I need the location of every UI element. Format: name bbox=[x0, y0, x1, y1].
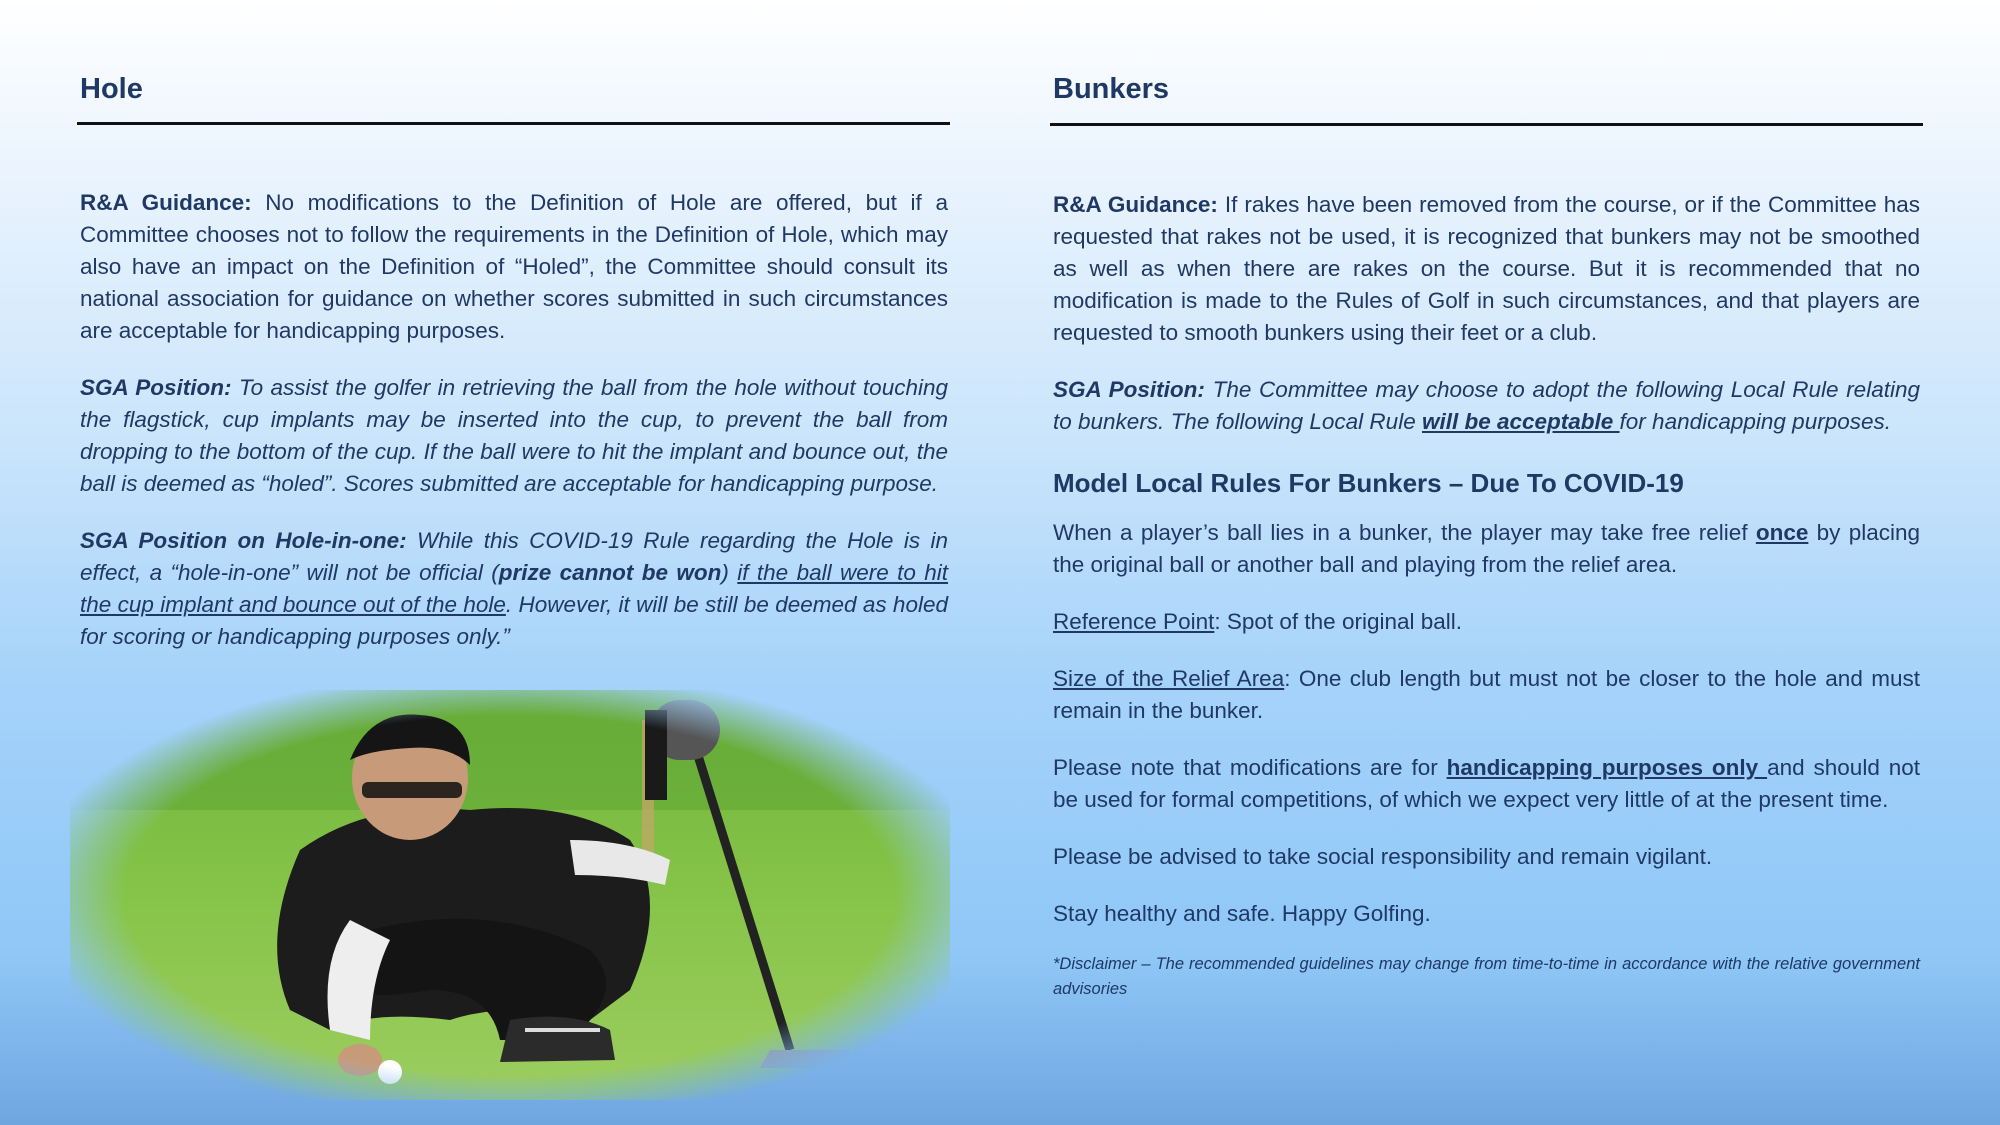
handicap-note-text-1: Please note that modifications are for bbox=[1053, 755, 1447, 780]
hole-sga-position bbox=[80, 372, 948, 500]
reference-point-text: : Spot of the original ball. bbox=[1214, 609, 1463, 634]
relief-once: once bbox=[1755, 520, 1809, 545]
bunkers-sga-label: SGA Position: bbox=[1053, 377, 1205, 402]
bunkers-section bbox=[1053, 70, 1920, 1002]
hole-in-one-text-1: While this COVID-19 Rule regarding the Hole is in effect, a “hole-in-one” will not be official ( bbox=[80, 528, 948, 585]
model-local-rules-heading: Model Local Rules For Bunkers – Due To COVID-19 bbox=[1053, 468, 1684, 498]
relief-text-2: by placing the original ball or another ball and playing from the relief area. bbox=[1053, 520, 1920, 577]
relief-rule bbox=[1053, 517, 1920, 581]
advice-text: Please be advised to take social responsibility and remain vigilant. bbox=[1053, 844, 1713, 869]
hole-sga-text: To assist the golfer in retrieving the ball from the hole without touching the flagstick, cup implants may be inserted into the cup, to prevent the ball from dropping to the bottom of the cup. If the ball were to hit the implant and bounce out, the ball is deemed as “holed”. Scores submitted are acceptable for handicapping purpose. bbox=[80, 375, 948, 496]
hole-ra-guidance bbox=[80, 187, 948, 347]
hole-in-one-label: SGA Position on Hole-in-one: bbox=[80, 528, 407, 553]
hole-in-one-text-3: . However, it will be still be deemed as holed for scoring or handicapping purposes only.” bbox=[80, 592, 948, 649]
hole-in-one-prize: prize cannot be won bbox=[498, 560, 722, 585]
disclaimer-text: *Disclaimer – The recommended guidelines may change from time-to-time in accordance with the relative government advisories bbox=[1053, 955, 1920, 998]
hole-in-one-position bbox=[80, 525, 948, 653]
bunkers-sga-text-2: for handicapping purposes. bbox=[1619, 409, 1891, 434]
bunkers-sga-position bbox=[1053, 374, 1920, 438]
handicap-note-bold: handicapping purposes only bbox=[1446, 755, 1768, 780]
golfer-placing-ball-icon bbox=[70, 690, 950, 1100]
relief-area-size-text: : One club length but must not be closer to the hole and must remain in the bunker. bbox=[1053, 666, 1920, 723]
hole-ra-text: No modifications to the Definition of Hole are offered, but if a Committee chooses not to follow the requirements in the Definition of Hole, which may also have an impact on the Definition of “Holed”, the Committee should consult its national association for guidance on whether scores submitted in such circumstances are acceptable for handicapping purposes. bbox=[80, 190, 948, 343]
hole-title-divider bbox=[77, 122, 950, 125]
bunkers-ra-label: R&A Guidance: bbox=[1053, 192, 1218, 217]
bunkers-ra-text: If rakes have been removed from the course, or if the Committee has requested that rakes not be used, it is recognized that bunkers may not be smoothed as well as when there are rakes on the course. But it is recommended that no modification is made to the Rules of Golf in such circumstances, and that players are requested to smooth bunkers using their feet or a club. bbox=[1053, 192, 1920, 345]
relief-text-1: When a player’s ball lies in a bunker, the player may take free relief bbox=[1053, 520, 1756, 545]
hole-title: Hole bbox=[80, 73, 143, 105]
relief-area-size-label: Size of the Relief Area bbox=[1053, 666, 1285, 691]
hole-in-one-text-2: ) bbox=[721, 560, 738, 585]
handicap-note-text-2: and should not be used for formal competitions, of which we expect very little of at the present time. bbox=[1053, 755, 1921, 812]
bunkers-ra-guidance bbox=[1053, 189, 1920, 349]
reference-point bbox=[1053, 606, 1920, 638]
hole-sga-label: SGA Position: bbox=[80, 375, 232, 400]
hole-section bbox=[80, 70, 948, 653]
bunkers-sga-text-1: The Committee may choose to adopt the following Local Rule relating to bunkers. The following Local Rule bbox=[1053, 377, 1920, 434]
bunkers-sga-acceptable: will be acceptable bbox=[1421, 409, 1620, 434]
golfer-photo bbox=[70, 690, 950, 1100]
hole-ra-label: R&A Guidance: bbox=[80, 190, 252, 215]
hole-in-one-condition: if the ball were to hit the cup implant and bounce out of the hole bbox=[80, 560, 949, 617]
reference-point-label: Reference Point bbox=[1053, 609, 1215, 634]
closing-text: Stay healthy and safe. Happy Golfing. bbox=[1053, 901, 1431, 926]
bunkers-title-divider bbox=[1050, 123, 1923, 126]
relief-area-size bbox=[1053, 663, 1920, 727]
handicap-note bbox=[1053, 752, 1920, 816]
bunkers-title: Bunkers bbox=[1053, 73, 1170, 105]
